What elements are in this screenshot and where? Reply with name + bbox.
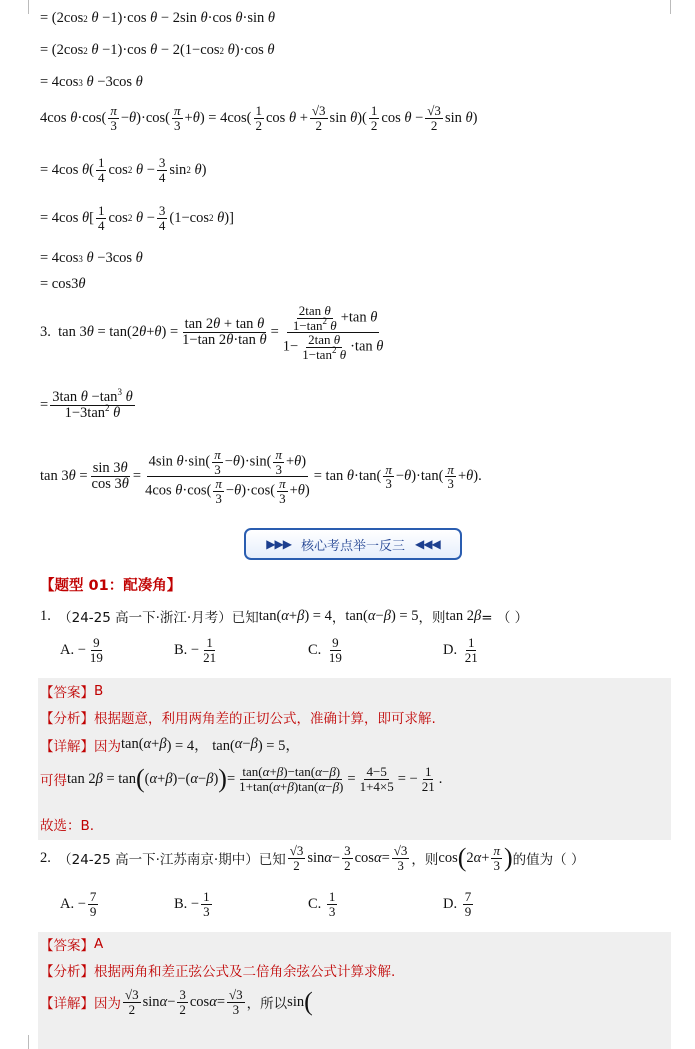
- option-denominator: 9: [464, 903, 472, 919]
- page-corner-mark: [14, 1035, 29, 1049]
- identity-cos3-product: 4cos θ ·cos( $\frac{\pi}{3}$ − θ )·cos( $\frac{\pi}{3}$ + θ ) = 4cos( $\frac{1}{2}$ cos θ + $\frac{√3}{2}$ sin θ )( $\frac{1}{2}$ cos θ − $\frac{√3}{2}$ sin θ ): [40, 103, 478, 133]
- q1-stem-prefix: 已知: [231, 610, 259, 626]
- section-title: 【题型 01：配凑角】: [40, 578, 182, 594]
- detail-tag: 【详解】: [40, 738, 94, 755]
- item-number: 3.: [40, 324, 51, 341]
- option-label: D.: [443, 895, 458, 912]
- option-denominator: 9: [89, 903, 97, 919]
- q2-detail: 【详解】 因为 $\frac{√3}{2}$ sin α − $\frac{3}{2}$ cos α = $\frac{√3}{3}$ ，所以 sin (: [40, 987, 313, 1017]
- analysis-text: 根据题意，利用两角差的正切公式，准确计算，即可求解.: [94, 711, 436, 727]
- option-numerator: 1: [206, 635, 213, 650]
- derivation-line: = 4cos θ [ $\frac{1}{4}$ cos 2 θ − $\frac{3}{4}$ (1−cos 2 θ )]: [40, 203, 234, 233]
- detail-tag: 【详解】: [40, 996, 94, 1013]
- item3-tan-identity: 3. tan 3 θ = tan(2 θ + θ ) = $\frac{\text{tan 2θ + tan θ}}{\text{1−tan 2θ·tan θ}}$ = $\frac{\text{2tan θ}}{1-\tan^2 \theta}$ +tan θ 1− $\frac{\text{2tan θ}}{1-\tan^2 \theta}$ ·tan θ: [40, 303, 384, 362]
- q2-source: （24-25 高一下·江苏南京·期中）: [58, 852, 259, 869]
- q1-option-c[interactable]: [308, 636, 346, 664]
- left-arrows-icon: ◀◀◀: [415, 537, 440, 551]
- q1-blank: = （ ）: [481, 610, 529, 626]
- q1-stem: 1. （24-25 高一下·浙江·月考） 已知 tan( α + β ) = 4 ， tan( α − β ) = 5 ，则 tan 2 β = （ ）: [40, 607, 529, 626]
- option-denominator: 3: [203, 903, 210, 919]
- page-corner-mark: [14, 0, 29, 14]
- answer-value: A: [94, 936, 104, 952]
- derivation-line: = (2cos 2 θ −1)·cos θ − 2sin θ ·cos θ ·sin θ: [40, 10, 276, 26]
- q2-analysis: [40, 960, 395, 980]
- q1-number: 1.: [40, 607, 51, 624]
- detail-prefix: 因为: [94, 996, 121, 1013]
- option-label: A.: [60, 641, 75, 658]
- q2-number: 2.: [40, 849, 51, 866]
- option-label: D.: [443, 641, 458, 658]
- derivation-line: = 4cos 3 θ −3cos θ: [40, 74, 143, 90]
- option-denominator: 21: [203, 649, 217, 665]
- option-label: B.: [174, 641, 188, 658]
- option-sign: −: [77, 641, 86, 658]
- q1-conclusion: 故选：B.: [40, 818, 95, 834]
- right-arrows-icon: ▶▶▶: [266, 537, 291, 551]
- q1-stem-suffix: ，则: [418, 610, 446, 626]
- q2-stem-prefix: 已知: [258, 852, 286, 869]
- detail-prefix: 因为: [94, 738, 121, 755]
- option-label: A.: [60, 895, 75, 912]
- derivation-line: = $\frac{3\tan \theta -\tan^3 \theta}{1-3\tan^2 \theta}$: [40, 387, 133, 422]
- detail-mid: ，所以: [246, 996, 288, 1013]
- option-label: C.: [308, 641, 322, 658]
- option-numerator: 9: [93, 635, 100, 650]
- option-numerator: 1: [467, 635, 475, 650]
- q2-stem: 2. （24-25 高一下·江苏南京·期中） 已知 $\frac{√3}{2}$ sin α − $\frac{3}{2}$ cos α = $\frac{√3}{3}$ ，则 cos ( 2 α + $\frac{\pi}{3}$ ) 的值为（ ）: [40, 843, 585, 873]
- option-numerator: 1: [328, 889, 336, 904]
- q1-option-a[interactable]: [60, 636, 107, 664]
- option-label: B.: [174, 895, 188, 912]
- answer-tag: 【答案】: [40, 938, 94, 954]
- identity-tan3-product: tan 3 θ = $\frac{\sin 3\theta}{\cos 3\theta}$ = 4sin θ·sin( $\frac{\pi}{3}$ −θ)·sin( $\frac{\pi}{3}$ +θ) 4cos θ·cos( $\frac{\pi}{3}$ −θ)·cos( $\frac{\pi}{3}$ +θ) = tan θ ·tan( $\frac{\pi}{3}$ − θ )·tan( $\frac{\pi}{3}$ + θ ).: [40, 447, 482, 506]
- content-fade: [330, 985, 450, 1035]
- option-sign: −: [77, 895, 86, 912]
- page-corner-mark: [670, 0, 685, 14]
- q1-stem-mid: ，: [331, 610, 346, 626]
- q2-answer: [40, 934, 103, 954]
- q1-option-d[interactable]: [443, 636, 482, 664]
- option-denominator: 19: [328, 649, 342, 665]
- option-sign: −: [190, 895, 200, 912]
- analysis-tag: 【分析】: [40, 711, 94, 727]
- q1-computation: 可得 tan 2 β = tan ( ( α + β )−( α − β ) ) = $\frac{\tan(\alpha+\beta)-\tan(\alpha-\beta)}{1+\tan(\alpha+\beta)\tan(\alpha-\beta)}$ = $\frac{4-5}{1+4\times 5}$ = − $\frac{1}{21}$ .: [40, 764, 443, 794]
- q2-option-b[interactable]: [174, 890, 214, 918]
- answer-value: B: [94, 683, 104, 699]
- q2-option-d[interactable]: [443, 890, 475, 918]
- q1-solution-box: [38, 678, 671, 840]
- q1-answer: [40, 681, 103, 701]
- q1-analysis: [40, 707, 436, 727]
- option-numerator: 9: [332, 635, 339, 650]
- derivation-line: = 4cos 3 θ −3cos θ: [40, 250, 143, 266]
- q1-detail: 【详解】 因为 tan( α + β ) = 4， tan( α − β ) = 5，: [40, 736, 300, 755]
- q2-stem-suffix: ，则: [411, 852, 439, 869]
- answer-tag: 【答案】: [40, 685, 94, 701]
- q1-option-b[interactable]: [174, 636, 220, 664]
- option-denominator: 21: [464, 649, 478, 665]
- option-sign: −: [190, 641, 200, 658]
- q1-source: （24-25 高一下·浙江·月考）: [58, 610, 232, 626]
- q2-option-c[interactable]: [308, 890, 339, 918]
- derivation-line: = cos3 θ: [40, 276, 86, 292]
- analysis-tag: 【分析】: [40, 964, 94, 980]
- option-numerator: 7: [464, 889, 472, 904]
- option-numerator: 7: [89, 889, 97, 904]
- section-banner: [244, 528, 462, 560]
- q2-option-a[interactable]: [60, 890, 100, 918]
- detail-keyi: 可得: [40, 773, 67, 790]
- q2-stem-end: 的值为（ ）: [512, 852, 585, 869]
- derivation-line: = (2cos 2 θ −1)·cos θ − 2(1−cos 2 θ )·cos θ: [40, 42, 275, 58]
- banner-title: 核心考点举一反三: [300, 538, 405, 554]
- option-label: C.: [308, 895, 322, 912]
- option-denominator: 3: [328, 903, 336, 919]
- derivation-line: = 4cos θ ( $\frac{1}{4}$ cos 2 θ − $\frac{3}{4}$ sin 2 θ ): [40, 155, 207, 185]
- option-denominator: 19: [89, 649, 103, 665]
- option-numerator: 1: [203, 889, 210, 904]
- analysis-text: 根据两角和差正弦公式及二倍角余弦公式计算求解.: [94, 964, 396, 980]
